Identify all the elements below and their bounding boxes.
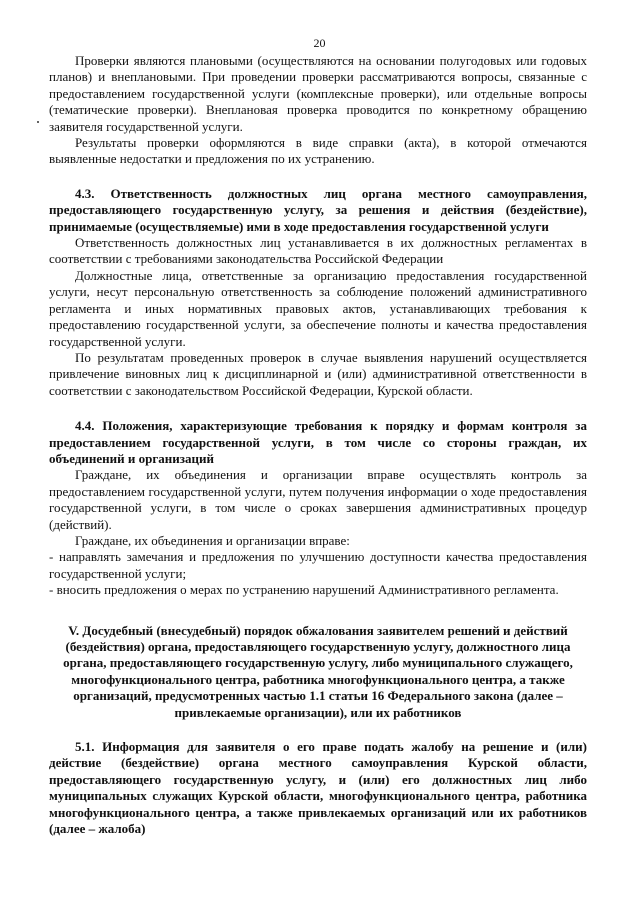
list-item-submit-proposals: - вносить предложения о мерах по устранению нарушений Административного регламента. — [49, 582, 559, 598]
paragraph-officials-responsibility: Ответственность должностных лиц устанавливается в их должностных регламентах в соответствии с требованиями законодательства Российской Федерации — [49, 235, 587, 267]
paragraph-violations-liability: По результатам проведенных проверок в случае выявления нарушений осуществляется привлечение виновных лиц к дисциплинарной и (или) административной ответственности в соответствии с законодательством Российской Федерации, Курской области. — [49, 349, 587, 398]
section-v-title: V. Досудебный (внесудебный) порядок обжалования заявителем решений и действий (бездействия) органа, предоставляющего государственную услугу, должностного лица органа, предоставляющего государственную услугу, либо муниципального служащего, многофункционального центра, работника многофункционального центра, а также организаций, предусмотренных частью 1.1 статьи 16 Федерального закона (далее – привлекаемые организации), или их работников — [63, 622, 573, 720]
paragraph-citizens-rights-intro: Граждане, их объединения и организации вправе: — [75, 532, 350, 548]
heading-4-3: 4.3. Ответственность должностных лиц органа местного самоуправления, предоставляющего государственную услугу, за решения и действия (бездействие), принимаемые (осуществляемые) ими в ходе предоставления государственной услуги — [49, 185, 587, 234]
paragraph-inspections-types: Проверки являются плановыми (осуществляются на основании полугодовых или годовых планов) и внеплановыми. При проведении проверки рассматриваются вопросы, связанные с предоставлением государственной услуги (комплексные проверки), или отдельные вопросы (тематические проверки). Внеплановая проверка проводится по конкретному обращению заявителя государственной услуги. — [49, 53, 587, 134]
paragraph-officials-personal-responsibility: Должностные лица, ответственные за организацию предоставления государственной услуги, несут персональную ответственность за соблюдение положений административного регламента и иных нормативных правовых актов, устанавливающих требования к предоставлению государственной услуги, за обеспечение полноты и качества предоставления государственной услуги. — [49, 267, 587, 349]
page-number: 20 — [313, 36, 326, 50]
page-content — [49, 53, 587, 837]
stray-dot-mark — [37, 121, 39, 123]
paragraph-citizens-control: Граждане, их объединения и организации вправе осуществлять контроль за предоставлением государственной услуги, путем получения информации о ходе предоставления государственной услуги, в том числе о сроках завершения административных процедур (действий). — [49, 467, 587, 532]
heading-4-4: 4.4. Положения, характеризующие требования к порядку и формам контроля за предоставлением государственной услуги, в том числе со стороны граждан, их объединений и организаций — [49, 418, 587, 466]
paragraph-inspection-results: Результаты проверки оформляются в виде справки (акта), в которой отмечаются выявленные недостатки и предложения по их устранению. — [49, 135, 587, 167]
heading-5-1: 5.1. Информация для заявителя о его праве подать жалобу на решение и (или) действие (бездействие) органа местного самоуправления Курской области, предоставляющего государственную услугу, и (или) его должностных лиц либо муниципальных служащих Курской области, многофункционального центра, работника многофункционального центра, а также привлекаемых организаций или их работников (далее – жалоба) — [49, 739, 587, 837]
list-item-send-remarks: - направлять замечания и предложения по улучшению доступности качества предоставления государственной услуги; — [49, 549, 587, 581]
